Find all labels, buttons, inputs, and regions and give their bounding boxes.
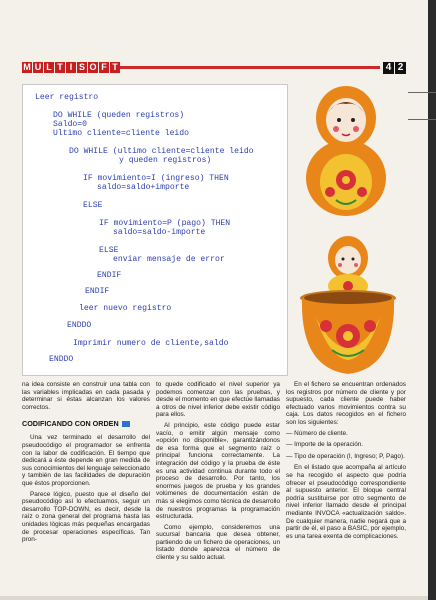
logo-letter: L [44,62,54,73]
logo-letter: U [34,62,42,72]
paragraph: Una vez terminado el desarrollo del pseudocódigo el programador se enfrenta con la labor de codificación. El tiempo que dedicará a éste depende en gran medida de sus conocimientos del lenguaje seleccionado y también de las facilidades de depuración que éstos proporcionen. [22,434,150,487]
code-line: Imprimir numero de cliente,saldo [73,339,229,348]
page-gutter [428,0,436,600]
paragraph: to quede codificado el nivel superior ya podemos comenzar con las pruebas, y desde el momento en que efectúe llamadas a otros de nivel inferior debe existir código para ellos. [156,381,280,419]
matryoshka-doll-illustration [296,82,396,217]
page-number [383,62,406,74]
logo-letter: T [110,62,120,73]
code-line: saldo=saldo+importe [97,183,190,192]
text-column-1 [22,381,150,547]
code-line: saldo=saldo-importe [113,228,206,237]
paragraph: Parece lógico, puesto que el diseño del pseudocódigo así lo efectuamos, seguir un desarrollo TOP-DOWN, es decir, desde la raíz o zona general del programa hasta las unidades lógicas más pequeñas encargadas de procesar operaciones específicas. Tan pron- [22,490,150,544]
code-line: leer nuevo registro [79,304,172,313]
intro-paragraph: na idea consiste en construir una tabla con las variables implicadas en cada pasada y determinar si éstas alcanzan los valores correctos. [22,381,150,411]
facing-page-rule [408,92,436,120]
logo-letter: F [99,62,109,73]
data-fields-list [286,430,406,461]
code-line: ENDDO [49,355,74,364]
multisoft-logo [22,62,120,73]
code-line: ELSE [99,246,119,255]
code-line: ELSE [83,201,103,210]
code-line: ENDIF [85,287,110,296]
code-line: IF movimiento=I (ingreso) THEN [83,174,229,183]
text-column-3 [286,381,406,543]
code-line: y queden registros) [119,156,212,165]
page-header [22,62,406,74]
header-rule [120,66,380,69]
list-item: — Número de cliente. [286,429,348,437]
code-line: IF movimiento=P (pago) THEN [99,219,231,228]
code-line: DO WHILE (ultimo cliente=cliente leido [69,147,254,156]
page-digit: 2 [395,62,406,74]
code-line: ENDIF [97,271,122,280]
code-lines [23,85,287,375]
logo-letter: I [66,62,76,73]
section-heading-text: CODIFICANDO CON ORDEN [22,419,119,429]
code-line: Saldo=0 [53,120,87,129]
page-bottom-edge [0,596,428,600]
list-item: — Tipo de operación (I, Ingreso; P, Pago). [286,452,405,460]
text-column-2 [156,381,280,565]
logo-letter: T [55,62,65,73]
logo-letter: O [89,62,97,72]
section-heading [22,419,150,428]
paragraph: En el listado que acompaña al artículo se ha recogido el aspecto que podría ofrecer el pseudocódigo correspondiente al supuesto anterior. El bloque central podría sustituirse por otro segmento de nivel inferior llamado desde el principal mediante INVOCA «actualización saldo». De cualquier manera, nadie negará que a partir de él, el paso a BASIC, por ejemplo, es una tarea exenta de complicaciones. [286,464,406,540]
paragraph: Como ejemplo, consideremos una sucursal bancaria que desea obtener, partiendo de un fichero de operaciones, un listado donde aparezca el número de cliente y su saldo actual. [156,523,280,562]
code-line: enviar mensaje de error [113,255,225,264]
pseudocode-listing [22,84,288,376]
code-line: DO WHILE (queden registros) [53,111,185,120]
logo-letter: M [23,62,31,72]
open-matryoshka-illustration [296,228,400,378]
paragraph: Al principio, este código puede estar vacío, o emitir algún mensaje como «opción no disponible», garantizándonos de esa forma que el segmento raíz o principal funciona correctamente. La integración del código y la prueba de éste es una actividad continua durante todo el proceso de desarrollo. Por tanto, los enormes juegos de prueba y los grandes volúmenes de documentación están de más si elegimos como técnica de desarrollo de nuestros programas la programación estructurada. [156,421,280,521]
paragraph: En el fichero se encuentran ordenados los registros por número de cliente y por supuesto, cada cliente puede haber efectuado varios movimientos contra su caja. Los datos recogidos en el fichero son los siguientes: [286,381,406,426]
blue-square-icon [122,421,130,427]
code-line: ENDDO [67,321,92,330]
code-line: Ultimo cliente=cliente leido [53,129,189,138]
logo-letter: S [78,62,85,72]
list-item: — Importe de la operación. [286,441,364,449]
code-line: Leer registro [35,93,99,102]
page-digit: 4 [383,62,394,74]
